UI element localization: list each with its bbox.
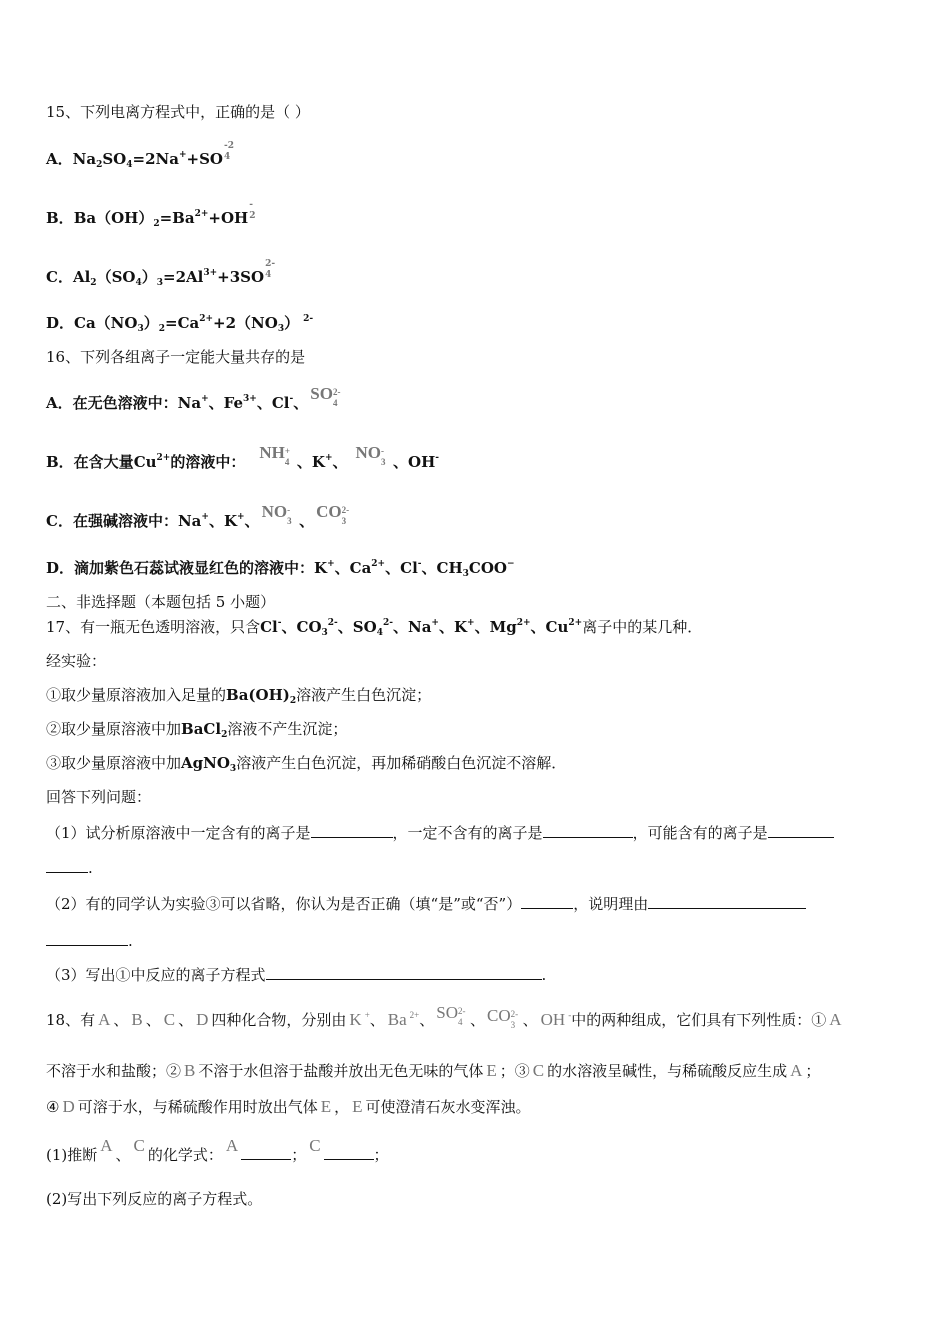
ammonium-ion: NH + 4 bbox=[259, 443, 291, 467]
q15-option-a: A．$Na_2SO_4=2Na^++SO$ -2 4 bbox=[46, 141, 234, 170]
q17-answer-heading: 回答下列问题： bbox=[46, 788, 152, 806]
q16-option-c: C．在强碱溶液中：Na+、K+、 NO - 3 、 CO 2- 3 bbox=[46, 511, 354, 534]
q16-option-a: A．在无色溶液中：Na+、$Fe^{3+}$、Cl-、 SO 2- 4 bbox=[46, 393, 345, 416]
answer-blank[interactable] bbox=[46, 856, 88, 873]
answer-blank[interactable] bbox=[648, 892, 806, 909]
answer-blank[interactable] bbox=[768, 821, 834, 838]
q15-option-c: C．$Al_2(SO_4)_3=2Al^{3+}+3SO$ 2- 4 bbox=[46, 259, 276, 288]
q17-sub2-cont: . bbox=[46, 929, 133, 951]
q18-line-3: ④ D 可溶于水，与稀硫酸作用时放出气体 E ， E 可使澄清石灰水变浑浊。 bbox=[46, 1097, 531, 1116]
answer-blank[interactable] bbox=[46, 929, 128, 946]
q15-option-d: D．$Ca(NO_3)_2=Ca^{2+}+2(NO_3)$ $^{2-}$ bbox=[46, 314, 314, 334]
answer-blank[interactable] bbox=[543, 821, 633, 838]
nitrate-ion: NO - 3 bbox=[355, 443, 386, 467]
q17-sub3: （3）写出①中反应的离子方程式 . bbox=[46, 963, 546, 985]
answer-blank[interactable] bbox=[521, 892, 573, 909]
q15-option-b: B．$Ba(OH)_2=Ba^{2+}+OH$ - 2 bbox=[46, 200, 256, 229]
sulfate-ion: SO 2- 4 bbox=[436, 1003, 466, 1027]
q18-part-1: (1)推断 A 、 C 的化学式： A ； C ； bbox=[46, 1136, 389, 1164]
q17-sub1: （1）试分析原溶液中一定含有的离子是 ，一定不含有的离子是 ，可能含有的离子是 bbox=[46, 821, 834, 843]
q17-experiment-2: ②取少量原溶液中加BaCl$_2$溶液不产生沉淀； bbox=[46, 720, 348, 740]
charge-stack: -2 4 bbox=[223, 141, 234, 162]
q18-line-1: 18、有 A 、 B 、 C 、 D 四种化合物，分别由 K +、 Ba $^{2+}$、 SO 2- 4 、 CO 2- 3 、 OH -中的两种组成，它们具有下列性质：① A bbox=[46, 1003, 842, 1030]
q17-sub2: （2）有的同学认为实验③可以省略，你认为是否正确（填“是”或“否”） ，说明理由 bbox=[46, 892, 806, 914]
charge-stack: - 2 bbox=[249, 200, 256, 221]
nitrate-ion: NO - 3 bbox=[261, 502, 292, 526]
answer-blank[interactable] bbox=[311, 821, 393, 838]
q16-stem: 16、下列各组离子一定能大量共存的是 bbox=[46, 348, 306, 366]
charge-stack: 2- 4 bbox=[265, 259, 276, 280]
q17-stem: 17、有一瓶无色透明溶液，只含Cl-、$CO_3^{2-}$、$SO_4^{2-}$、Na+、K+、$Mg^{2+}$、$Cu^{2+}$离子中的某几种． bbox=[46, 618, 703, 638]
carbonate-ion: CO 2- 3 bbox=[487, 1006, 519, 1030]
q17-experiment-1: ①取少量原溶液加入足量的$Ba(OH)_2$溶液产生白色沉淀； bbox=[46, 686, 432, 706]
answer-blank[interactable] bbox=[266, 963, 542, 980]
q15-stem: 15、下列电离方程式中，正确的是（ ） bbox=[46, 103, 310, 121]
q17-experiment-3: ③取少量原溶液中加AgNO$_3$溶液产生白色沉淀，再加稀硝酸白色沉淀不溶解． bbox=[46, 754, 567, 774]
answer-blank[interactable] bbox=[324, 1143, 374, 1160]
q16-option-b: B．在含大量$Cu^{2+}$的溶液中： NH + 4 、K+、 NO - 3 、OH- bbox=[46, 443, 440, 471]
q17-sub1-cont: . bbox=[46, 856, 93, 878]
sulfate-ion: SO 2- 4 bbox=[310, 384, 341, 408]
answer-blank[interactable] bbox=[241, 1143, 291, 1160]
carbonate-ion: CO 2- 3 bbox=[316, 502, 350, 526]
section-heading: 二、非选择题（本题包括 5 小题） bbox=[46, 593, 276, 611]
q18-part-2: (2)写出下列反应的离子方程式。 bbox=[46, 1190, 263, 1208]
q18-line-2: 不溶于水和盐酸；② B 不溶于水但溶于盐酸并放出无色无味的气体 E ；③ C 的水溶液呈碱性，与稀硫酸反应生成 A ； bbox=[46, 1061, 821, 1080]
q16-option-d: D．滴加紫色石蕊试液显红色的溶液中：K+、$Ca^{2+}$、Cl-、$CH_3COO^-$ bbox=[46, 559, 515, 579]
q17-experiment-heading: 经实验： bbox=[46, 652, 107, 670]
